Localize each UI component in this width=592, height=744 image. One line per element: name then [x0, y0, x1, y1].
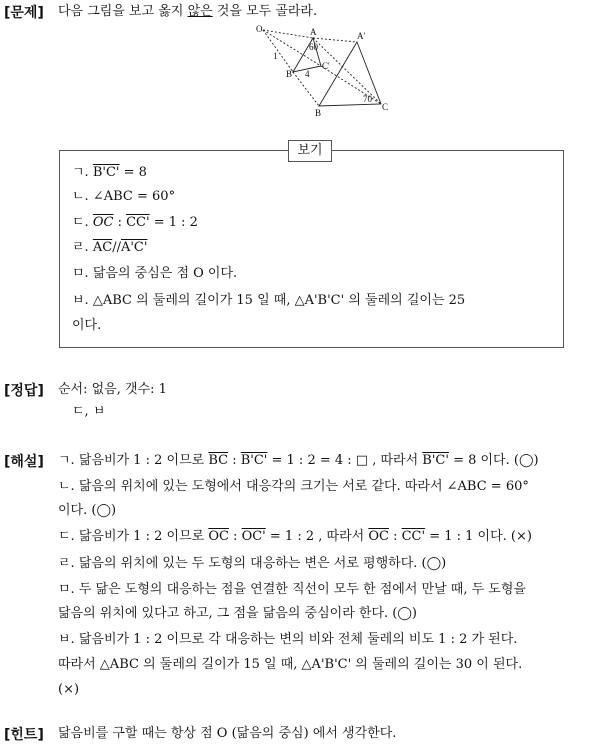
prompt-underlined: 않은 — [187, 4, 213, 19]
option-3 — [72, 214, 198, 232]
explanation-1-b2c2-result: B'C' — [422, 453, 449, 468]
explanation-3-pre: ㄷ. 닮음비가 1 : 2 이므로 — [58, 529, 209, 544]
option-1-segment: B'C' — [92, 165, 120, 180]
option-2-text: ∠ABC = 60° — [92, 189, 176, 204]
similarity-diagram — [255, 22, 395, 122]
option-6-mark: ㅂ. — [72, 293, 89, 308]
explanation-1 — [58, 452, 539, 470]
option-4-mark: ㄹ. — [72, 240, 89, 255]
point-b2-label: B' — [286, 69, 294, 79]
question-label: [문제] — [4, 5, 44, 21]
option-6-continued: 이다. — [72, 318, 102, 333]
option-5-mark: ㅁ. — [72, 266, 89, 281]
point-c-label: C — [382, 102, 389, 112]
option-4 — [72, 239, 147, 257]
explanation-1-post: = 8 이다. (◯) — [448, 453, 539, 468]
prompt-post: 것을 모두 골라라. — [212, 4, 318, 19]
option-3-segment-oc: $\overline{OC}$ — [92, 215, 114, 230]
option-4-parallel: // — [112, 240, 121, 255]
option-4-segment-ac: $\overline{AC}$ — [92, 240, 113, 255]
prompt-pre: 다음 그림을 보고 옳지 — [58, 4, 188, 19]
option-3-ratio: = 1 : 2 — [149, 215, 198, 230]
explanation-5-line-2: 닮음의 위치에 있다고 하고, 그 점을 닮음의 중심이라 한다. (◯) — [58, 606, 417, 621]
angle-60-label: 60 — [309, 42, 318, 52]
explanation-6-line-3: (×) — [58, 682, 80, 697]
explanation-label: [해설] — [4, 454, 44, 470]
explanation-6-line-1: ㅂ. 닮음비가 1 : 2 이므로 각 대응하는 변의 비와 전체 둘레의 비도 1 : 2 가 된다. — [58, 632, 518, 647]
explanation-2-line-1: ㄴ. 닮음의 위치에 있는 도형에서 대응각의 크기는 서로 같다. 따라서 ∠ABC = 60° — [58, 479, 529, 494]
point-o-label: O — [256, 24, 263, 34]
explanation-1-mid: = 1 : 2 = 4 : □ , 따라서 — [267, 453, 423, 468]
explanation-3 — [58, 528, 532, 546]
option-6-text: △ABC 의 둘레의 길이가 15 일 때, △A'B'C' 의 둘레의 길이는 25 — [92, 293, 466, 308]
angle-70-label: 70 — [363, 94, 372, 104]
explanation-1-pre: ㄱ. 닮음비가 1 : 2 이므로 — [58, 453, 209, 468]
option-1-value: = 8 — [119, 165, 147, 180]
option-1 — [72, 164, 147, 182]
explanation-4: ㄹ. 닮음의 위치에 있는 두 도형의 대응하는 변은 서로 평행하다. (◯) — [58, 556, 447, 571]
explanation-3-mid: = 1 : 2 , 따라서 — [265, 529, 369, 544]
explanation-3-oc-result: $\overline{OC}$ — [368, 529, 389, 544]
explanation-5-line-1: ㅁ. 두 닮은 도형의 대응하는 점을 연결한 직선이 모두 한 점에서 만날 때, 두 도형을 — [58, 582, 526, 597]
answer-line-2: ㄷ, ㅂ — [72, 404, 106, 419]
explanation-3-colon-2: : — [388, 529, 402, 544]
explanation-3-cc2: CC' — [401, 529, 426, 544]
explanation-6-line-2: 따라서 △ABC 의 둘레의 길이가 15 일 때, △A'B'C' 의 둘레의 길이는 30 이 된다. — [58, 657, 523, 672]
option-2 — [72, 188, 175, 206]
option-3-mark: ㄷ. — [72, 215, 89, 230]
explanation-1-colon: : — [228, 453, 241, 468]
option-1-mark: ㄱ. — [72, 165, 89, 180]
options-box-title: 보기 — [288, 140, 332, 162]
hint-label: [힌트] — [4, 727, 44, 743]
explanation-2-line-2: 이다. (◯) — [58, 503, 117, 518]
explanation-3-oc2: OC' — [241, 529, 266, 544]
answer-line-1: 순서: 없음, 갯수: 1 — [58, 382, 167, 397]
explanation-1-bc: $\overline{BC}$ — [208, 453, 229, 468]
explanation-3-oc: $\overline{OC}$ — [208, 529, 229, 544]
explanation-3-colon: : — [228, 529, 242, 544]
point-c2-label: C' — [322, 61, 330, 71]
explanation-1-b2c2: B'C' — [240, 453, 268, 468]
point-a-label: A — [310, 27, 317, 37]
point-b-label: B — [315, 108, 322, 118]
option-3-segment-cc2: CC' — [126, 215, 150, 230]
option-2-mark: ㄴ. — [72, 189, 89, 204]
option-3-colon: : — [113, 215, 127, 230]
hint-text: 닮음비를 구할 때는 항상 점 O (닮음의 중심) 에서 생각한다. — [58, 726, 397, 741]
point-a2-label: A' — [357, 31, 366, 41]
answer-label: [정답] — [4, 383, 44, 399]
option-4-segment-a2c2: A'C' — [120, 240, 148, 255]
option-6 — [72, 292, 465, 310]
explanation-3-post: = 1 : 1 이다. (×) — [425, 529, 532, 544]
length-4-label: 4 — [305, 69, 310, 79]
option-5 — [72, 265, 237, 283]
question-prompt — [58, 3, 317, 21]
option-5-text: 닮음의 중심은 점 O 이다. — [92, 266, 238, 281]
length-1-label: 1 — [273, 51, 278, 61]
